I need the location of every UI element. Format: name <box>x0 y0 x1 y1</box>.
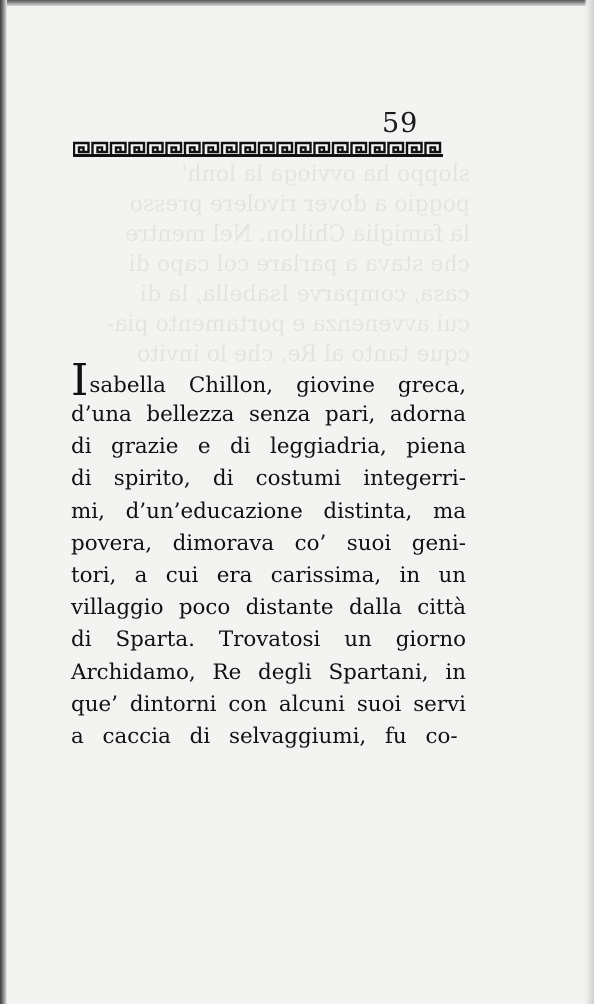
meander-unit <box>407 143 422 155</box>
meander-unit <box>93 143 108 155</box>
meander-unit <box>296 143 311 155</box>
meander-unit <box>148 143 163 155</box>
meander-unit <box>241 143 256 155</box>
meander-unit <box>278 143 293 155</box>
meander-unit <box>426 143 441 155</box>
page-right-edge <box>584 0 594 1004</box>
bleed-through-texture: sloppo ha ovvioga la lonh' poggio a dover rivolere presso la famiglia Chillon. Nel mentre che stava a parlare col capo di casa, comparve Isabella, la di cui avvenenza e portamento pia- cque tanto al Re, che lo invito <box>106 162 470 367</box>
page-binding-shadow <box>0 0 7 1004</box>
meander-unit <box>370 143 385 155</box>
text-line: Archidamo, Re degli Spartani, in <box>71 659 466 685</box>
text-line: tori, a cui era carissima, in un <box>71 562 466 588</box>
text-line: di Sparta. Trovatosi un giorno <box>71 627 466 653</box>
meander-unit <box>389 143 404 155</box>
meander-unit <box>185 143 200 155</box>
text-line: a caccia di selvaggiumi, fu co- <box>71 723 458 749</box>
meander-unit <box>352 143 367 155</box>
text-line: Isabella Chillon, giovine greca, <box>71 355 466 406</box>
text-line: di spirito, di costumi integerri- <box>71 466 466 492</box>
body-paragraph <box>71 356 466 753</box>
text-line: mi, d’un’educazione distinta, ma <box>71 498 466 524</box>
meander-unit <box>74 143 89 155</box>
page-number: 59 <box>382 108 419 139</box>
drop-cap: I <box>71 355 89 406</box>
text-line: di grazie e di leggiadria, piena <box>71 434 466 460</box>
meander-unit <box>259 143 274 155</box>
text-line: villaggio poco distante dalla città <box>71 595 466 621</box>
meander-unit <box>204 143 219 155</box>
meander-unit <box>167 143 182 155</box>
meander-unit <box>315 143 330 155</box>
text-line: povera, dimorava co’ suoi geni- <box>71 530 466 556</box>
meander-unit <box>222 143 237 155</box>
page-top-edge-shadow <box>0 0 594 6</box>
greek-key-ornament-icon <box>73 141 443 157</box>
meander-unit <box>111 143 126 155</box>
meander-unit <box>333 143 348 155</box>
text-line: d’una bellezza senza pari, adorna <box>71 402 466 427</box>
text-line: que’ dintorni con alcuni suoi servi <box>71 691 466 717</box>
meander-unit <box>130 143 145 155</box>
